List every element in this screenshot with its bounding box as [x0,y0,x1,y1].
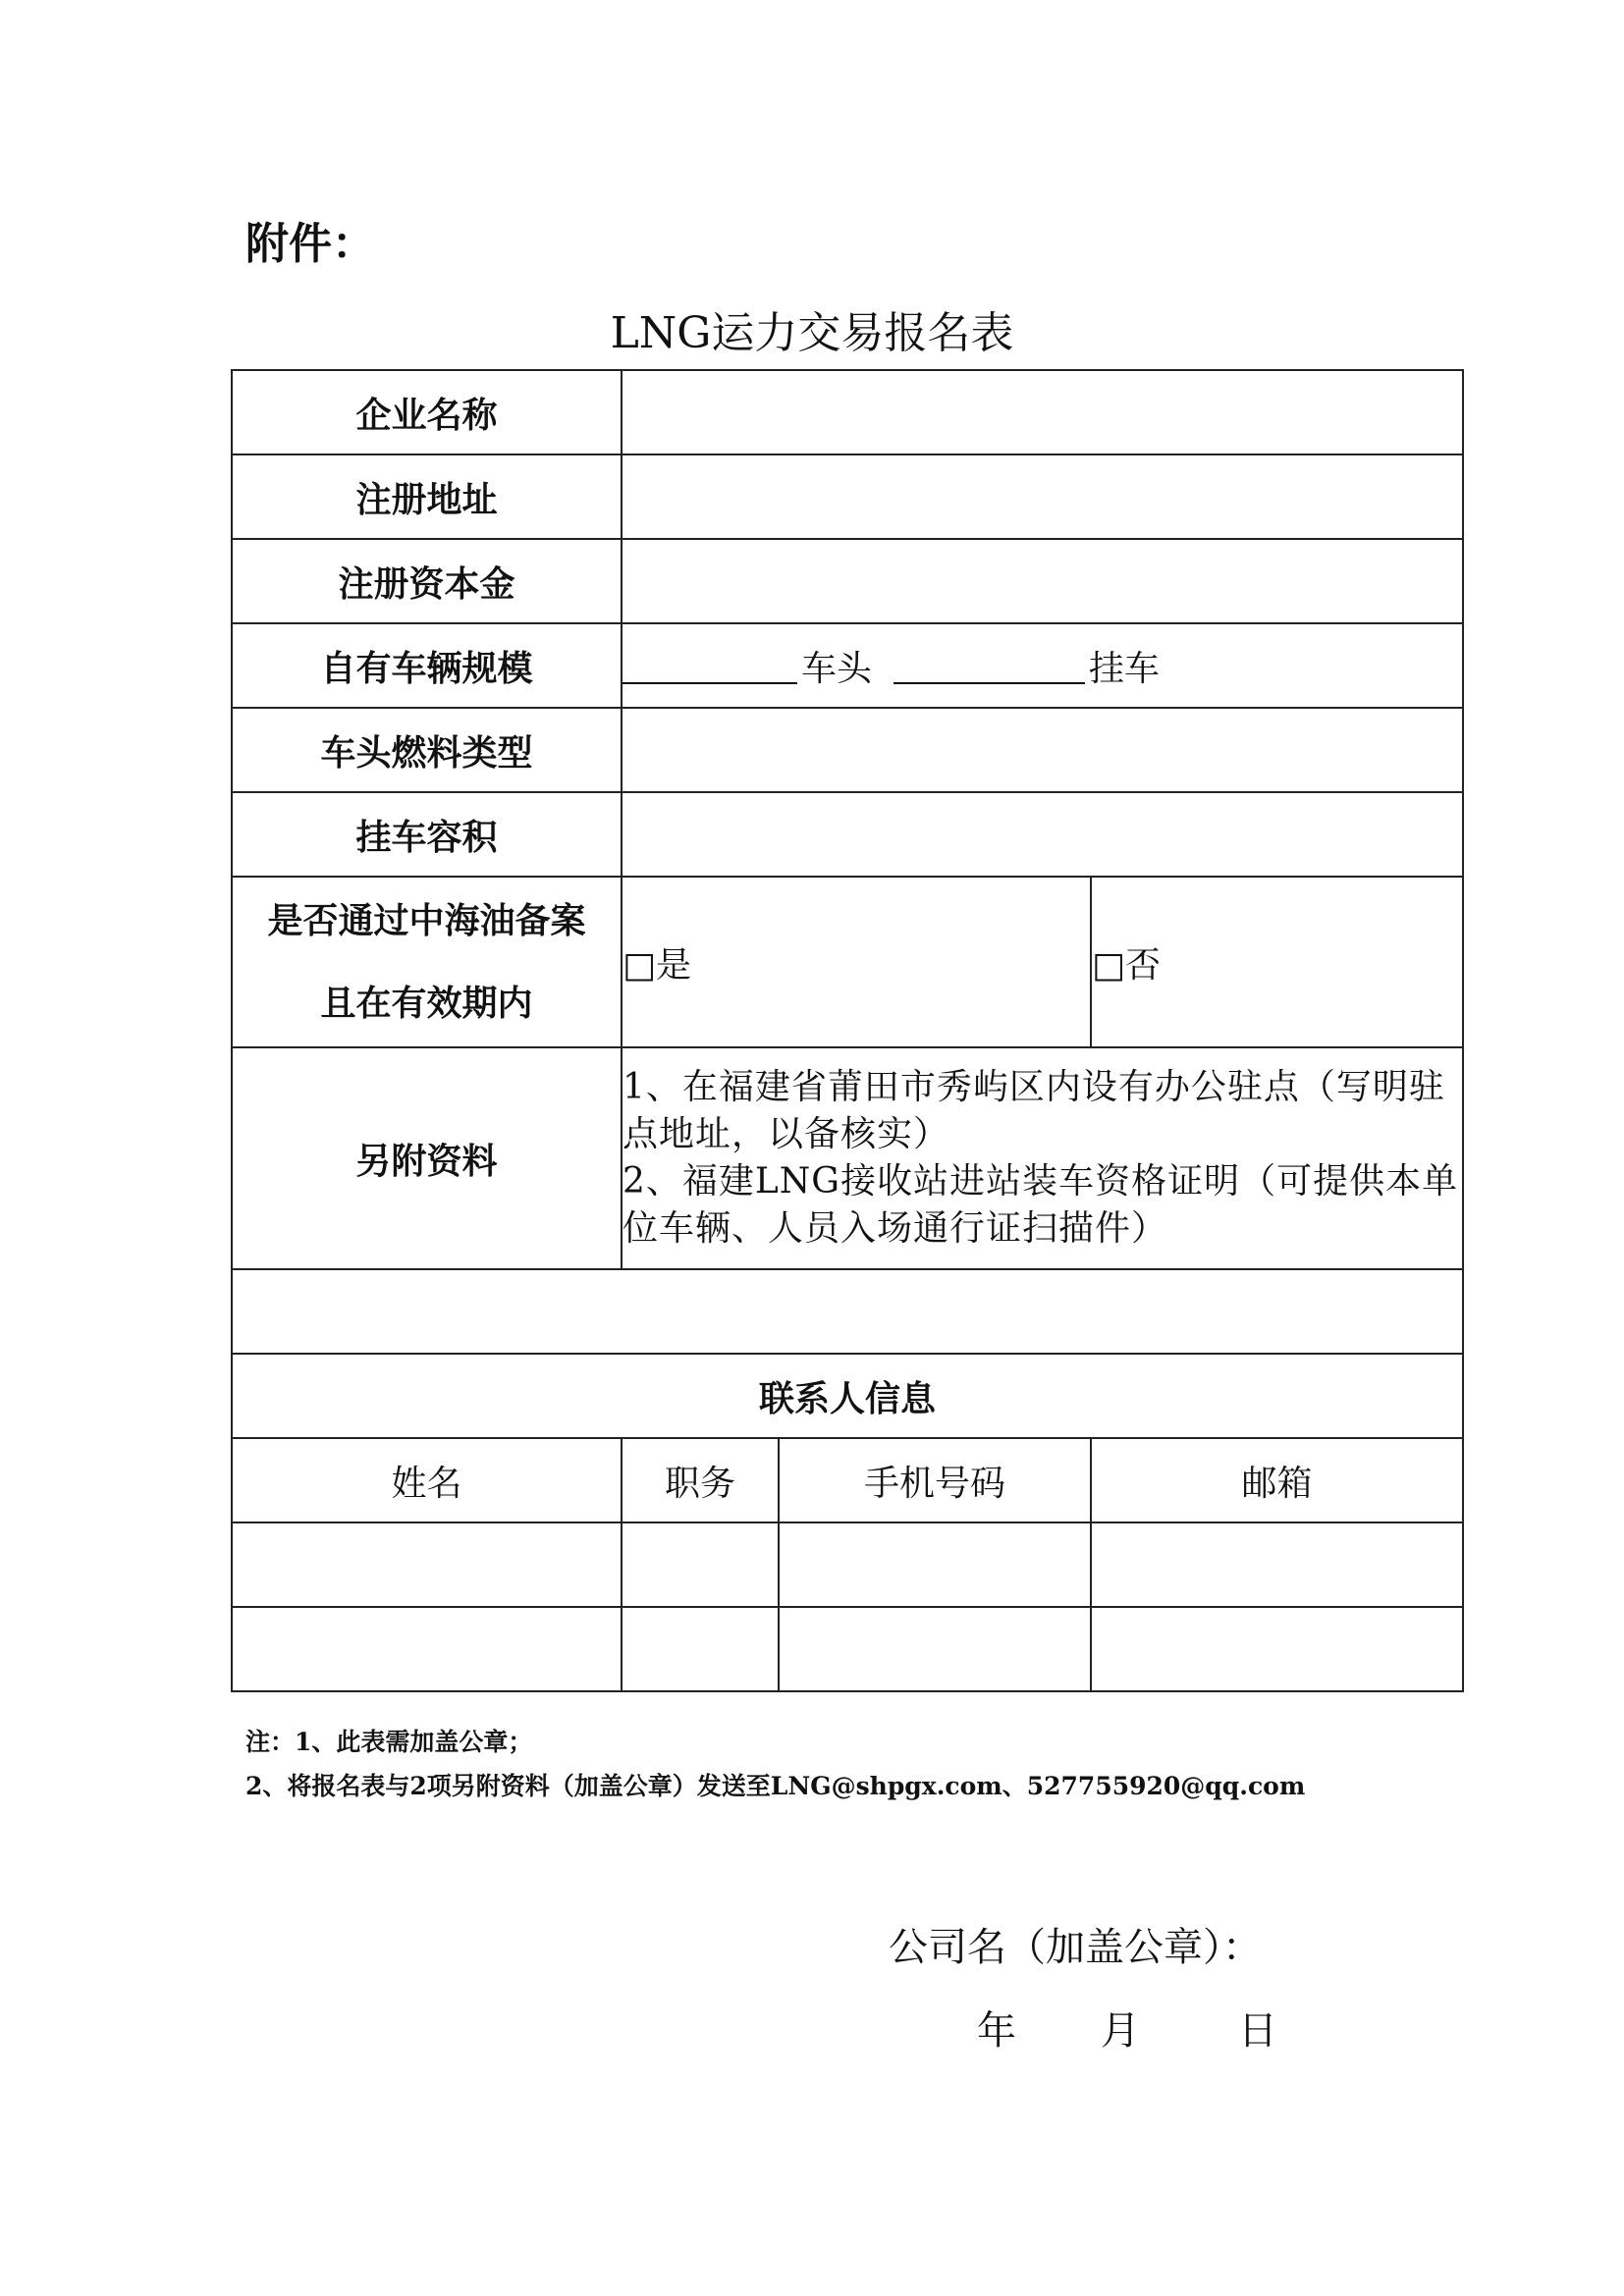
cnooc-record-label [232,877,622,1047]
date-day: 日 [1238,2008,1277,2054]
form-title: LNG运力交易报名表 [610,308,1014,358]
table-row [232,1522,1463,1607]
company-name-field[interactable] [622,370,1463,454]
contact-position-cell[interactable] [622,1607,779,1691]
table-row [232,1607,1463,1691]
cnooc-record-line-2: 且在有效期内 [320,983,533,1024]
registration-form-table [231,369,1464,1692]
row-fleet-size [232,623,1463,708]
row-contact-header [232,1438,1463,1522]
attachments-content [622,1047,1463,1269]
no-checkbox[interactable]: □否 [1091,877,1463,1047]
reg-capital-field[interactable] [622,539,1463,623]
note-line-1: 注：1、此表需加盖公章； [245,1728,533,1756]
fleet-size-label: 自有车辆规模 [232,623,622,708]
contact-name-cell[interactable] [232,1522,622,1607]
company-signature-line: 公司名（加盖公章）： [889,1925,1262,1970]
row-fuel-type [232,708,1463,792]
tractor-unit: 车头 [801,648,873,689]
cnooc-record-line-1: 是否通过中海油备案 [267,900,586,941]
contact-section-title: 联系人信息 [232,1354,1463,1438]
row-reg-address [232,454,1463,539]
date-year: 年 [977,2008,1016,2054]
row-attachments [232,1047,1463,1269]
trailer-capacity-label: 挂车容积 [232,792,622,877]
contact-col-phone: 手机号码 [779,1438,1091,1522]
contact-col-position: 职务 [622,1438,779,1522]
trailer-count-blank[interactable] [893,653,1085,684]
trailer-unit: 挂车 [1089,648,1161,689]
company-name-label: 企业名称 [232,370,622,454]
date-month: 月 [1101,2008,1140,2054]
row-blank-spacer [232,1269,1463,1354]
row-contact-title [232,1354,1463,1438]
attachment-item-2: 2、福建LNG接收站进站装车资格证明（可提供本单位车辆、人员入场通行证扫描件） [623,1161,1459,1249]
row-company-name [232,370,1463,454]
reg-address-label: 注册地址 [232,454,622,539]
blank-spacer-cell[interactable] [232,1269,1463,1354]
tractor-count-blank[interactable] [623,653,797,684]
date-line [977,2000,1277,2056]
reg-address-field[interactable] [622,454,1463,539]
contact-email-cell[interactable] [1091,1522,1463,1607]
contact-email-cell[interactable] [1091,1607,1463,1691]
contact-col-email: 邮箱 [1091,1438,1463,1522]
contact-phone-cell[interactable] [779,1522,1091,1607]
yes-checkbox[interactable]: □是 [622,877,1091,1047]
notes [245,1720,1305,1808]
attachments-label: 另附资料 [232,1047,622,1269]
reg-capital-label: 注册资本金 [232,539,622,623]
contact-name-cell[interactable] [232,1607,622,1691]
attachment-item-1: 1、在福建省莆田市秀屿区内设有办公驻点（写明驻点地址，以备核实） [623,1067,1445,1154]
note-line-2: 2、将报名表与2项另附资料（加盖公章）发送至LNG@shpgx.com、527755920@qq.com [245,1772,1306,1800]
fuel-type-field[interactable] [622,708,1463,792]
attachment-label: 附件： [245,219,375,269]
row-cnooc-record [232,877,1463,1047]
contact-phone-cell[interactable] [779,1607,1091,1691]
trailer-capacity-field[interactable] [622,792,1463,877]
fleet-size-field [622,623,1463,708]
fuel-type-label: 车头燃料类型 [232,708,622,792]
contact-position-cell[interactable] [622,1522,779,1607]
contact-col-name: 姓名 [232,1438,622,1522]
row-trailer-capacity [232,792,1463,877]
row-reg-capital [232,539,1463,623]
